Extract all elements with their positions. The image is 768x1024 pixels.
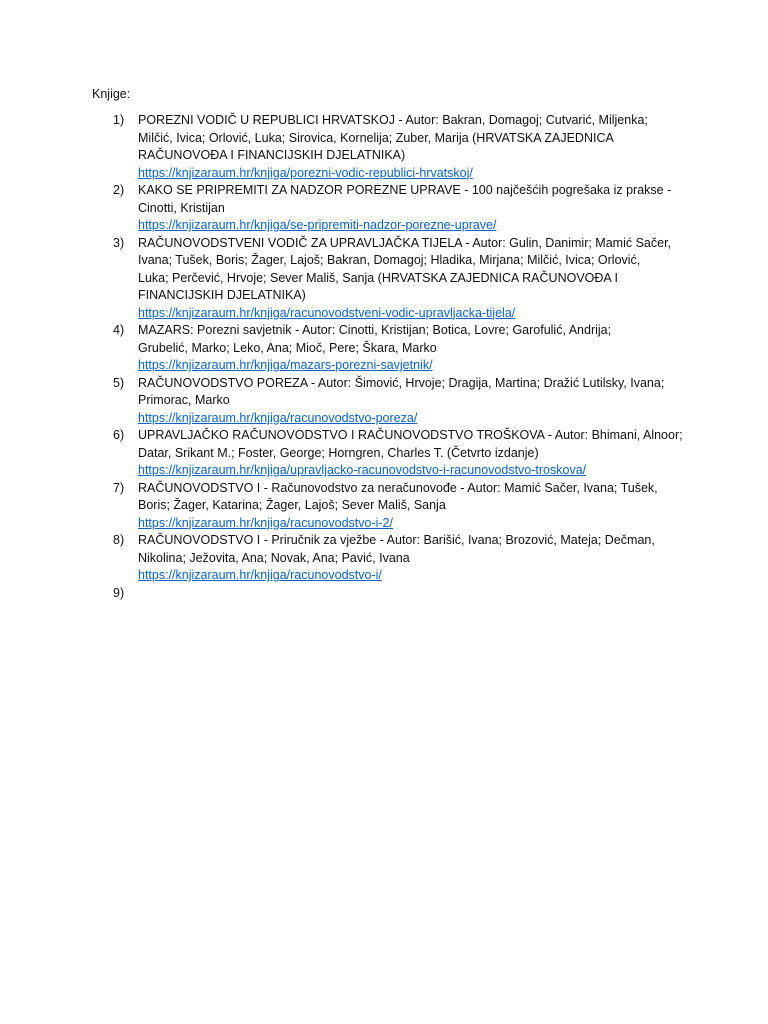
list-item <box>0 112 658 182</box>
book-description-line: RAČUNOVODSTVO I - Računovodstvo za neračunovođe - Autor: Mamić Sačer, Ivana; Tušek, <box>138 480 658 495</box>
book-description-line: RAČUNOVOĐA I FINANCIJSKIH DJELATNIKA) <box>138 148 406 162</box>
book-description-line: Grubelić, Marko; Leko, Ana; Mioč, Pere; Škara, Marko <box>138 340 437 355</box>
book-description-line: RAČUNOVODSTVO POREZA - Autor: Šimović, Hrvoje; Dragija, Martina; Dražić Lutilsky, Ivana; <box>138 375 665 390</box>
list-item <box>0 480 658 533</box>
list-item-number: 3) <box>113 235 125 250</box>
list-item <box>0 375 665 428</box>
book-description-line: Primorac, Marko <box>138 393 230 407</box>
book-list <box>0 112 768 600</box>
book-link[interactable]: https://knjizaraum.hr/knjiga/racunovodstvo-poreza/ <box>138 410 418 425</box>
book-link[interactable]: https://knjizaraum.hr/knjiga/racunovodstveni-vodic-upravljacka-tijela/ <box>138 305 516 320</box>
book-description-line: MAZARS: Porezni savjetnik - Autor: Cinotti, Kristijan; Botica, Lovre; Garofulić, Andrija; <box>138 323 612 337</box>
book-description-line: Ivana; Tušek, Boris; Žager, Lajoš; Bakran, Domagoj; Hladika, Mirjana; Milčić, Ivica; Orlović, <box>138 253 641 267</box>
list-item <box>0 322 658 375</box>
book-description-line: Nikolina; Ježovita, Ana; Novak, Ana; Pavić, Ivana <box>138 550 410 565</box>
book-description-line: KAKO SE PRIPREMITI ZA NADZOR POREZNE UPRAVE - 100 najčešćih pogrešaka iz prakse - <box>138 183 672 197</box>
book-description-line: POREZNI VODIČ U REPUBLICI HRVATSKOJ - Autor: Bakran, Domagoj; Cutvarić, Miljenka; <box>138 113 648 127</box>
book-link[interactable]: https://knjizaraum.hr/knjiga/upravljacko-racunovodstvo-i-racunovodstvo-troskova/ <box>138 463 587 477</box>
book-description-line: Boris; Žager, Katarina; Žager, Lajoš; Sever Mališ, Sanja <box>138 498 446 512</box>
book-description-line: FINANCIJSKIH DJELATNIKA) <box>138 288 306 302</box>
book-description-line: Milčić, Ivica; Orlović, Luka; Sirovica, Kornelija; Zuber, Marija (HRVATSKA ZAJEDNICA <box>138 130 614 145</box>
book-description-line: Cinotti, Kristijan <box>138 200 225 215</box>
list-item-number: 1) <box>113 113 125 127</box>
book-description-line: RAČUNOVODSTVENI VODIČ ZA UPRAVLJAČKA TIJELA - Autor: Gulin, Danimir; Mamić Sačer, <box>138 235 672 250</box>
list-item <box>0 532 658 585</box>
list-item <box>0 427 683 480</box>
book-link[interactable]: https://knjizaraum.hr/knjiga/mazars-porezni-savjetnik/ <box>138 358 433 372</box>
book-description-line: Datar, Srikant M.; Foster, George; Horngren, Charles T. (Četvrto izdanje) <box>138 445 539 460</box>
list-item <box>0 235 672 323</box>
book-link[interactable]: https://knjizaraum.hr/knjiga/racunovodstvo-i/ <box>138 568 382 582</box>
page-heading: Knjige: <box>92 87 131 101</box>
list-item-number: 9) <box>113 585 125 600</box>
book-link[interactable]: https://knjizaraum.hr/knjiga/porezni-vodic-republici-hrvatskoj/ <box>138 165 473 180</box>
book-description-line: UPRAVLJAČKO RAČUNOVODSTVO I RAČUNOVODSTVO TROŠKOVA - Autor: Bhimani, Alnoor; <box>138 428 683 442</box>
list-item-number: 4) <box>113 323 125 337</box>
book-link[interactable]: https://knjizaraum.hr/knjiga/se-pripremiti-nadzor-porezne-uprave/ <box>138 218 497 232</box>
list-item-number: 6) <box>113 428 125 442</box>
book-link[interactable]: https://knjizaraum.hr/knjiga/racunovodstvo-i-2/ <box>138 515 393 530</box>
list-item-number: 8) <box>113 533 125 547</box>
list-item <box>0 182 672 235</box>
list-item-number: 7) <box>113 480 125 495</box>
list-item-number: 2) <box>113 183 125 197</box>
book-description-line: Luka; Perčević, Hrvoje; Sever Mališ, Sanja (HRVATSKA ZAJEDNICA RAČUNOVOĐA I <box>138 270 619 285</box>
list-item-number: 5) <box>113 375 125 390</box>
book-description-line: RAČUNOVODSTVO I - Priručnik za vježbe - Autor: Barišić, Ivana; Brozović, Mateja; Dečman, <box>138 533 655 547</box>
